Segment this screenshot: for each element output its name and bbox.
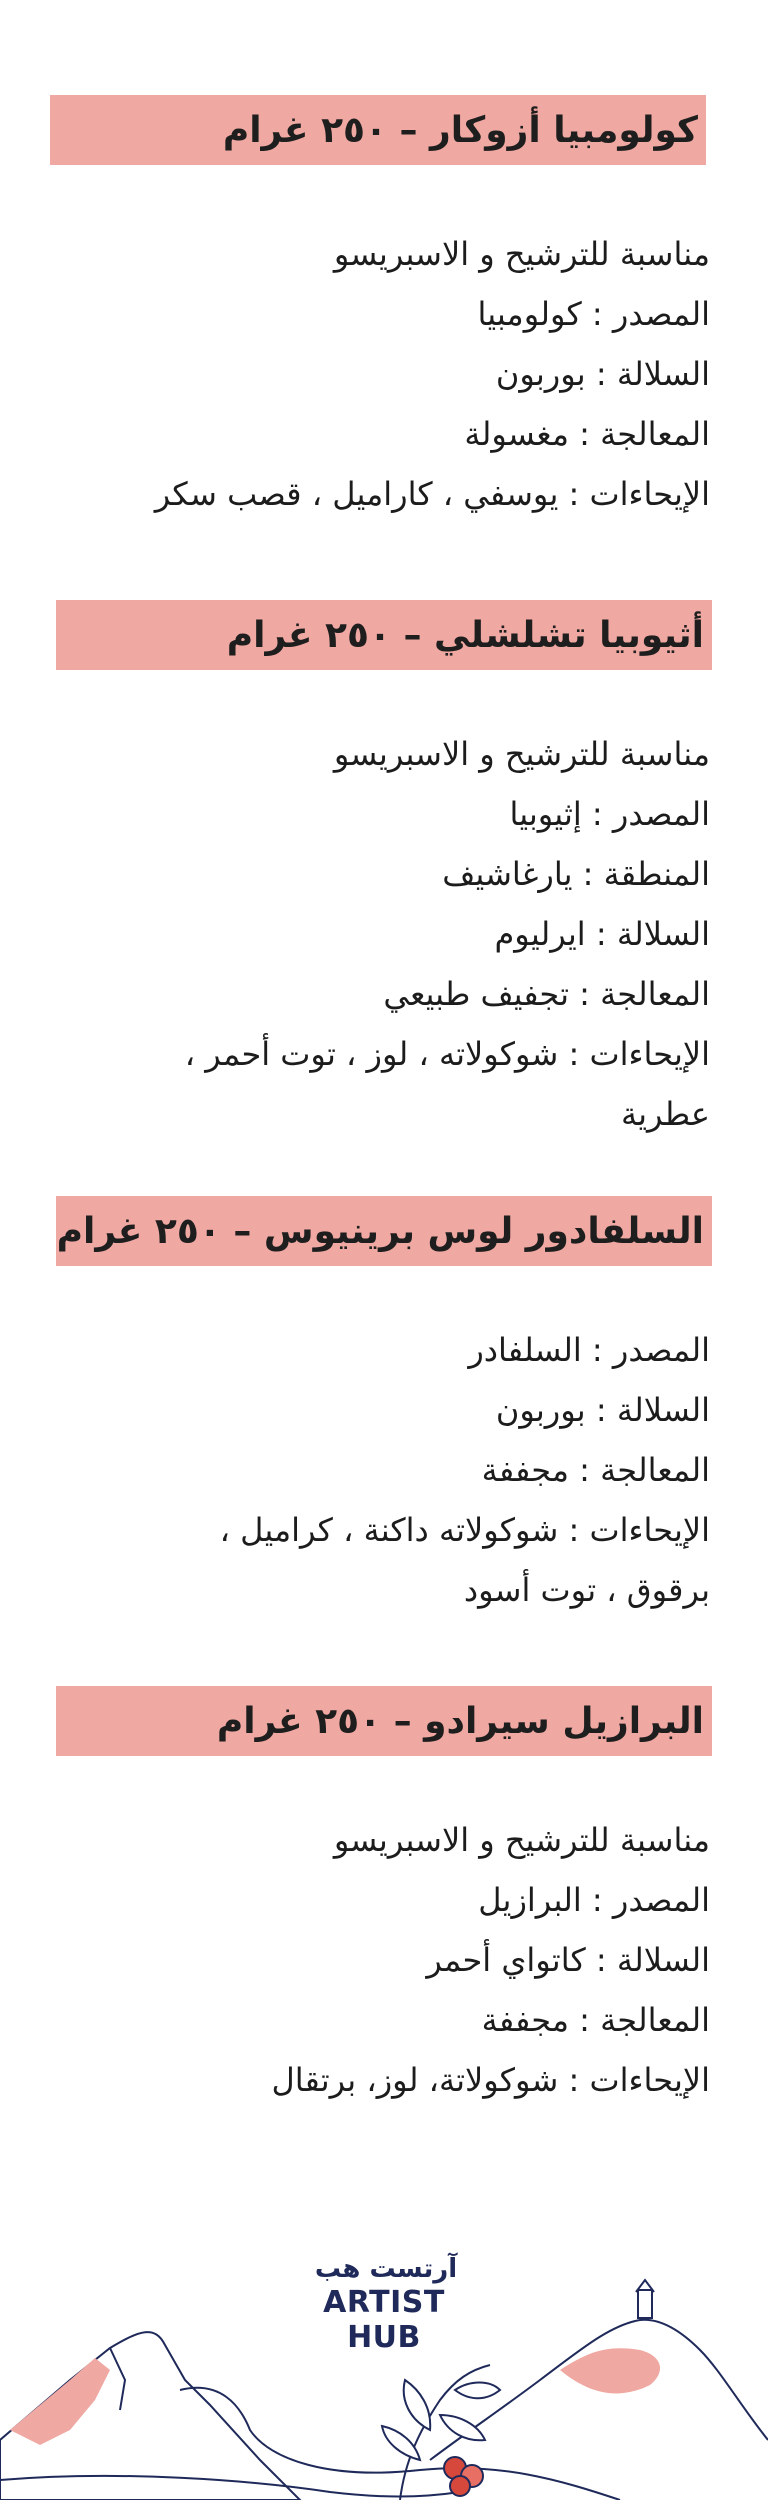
coffee-cherry-icon xyxy=(450,2476,470,2496)
detail-line: مناسبة للترشيح و الاسبريسو xyxy=(333,735,710,773)
detail-line: المصدر : السلفادر xyxy=(468,1331,710,1369)
detail-line: مناسبة للترشيح و الاسبريسو xyxy=(333,1821,710,1859)
detail-line: مناسبة للترشيح و الاسبريسو xyxy=(333,235,710,273)
detail-line: الإيحاءات : شوكولاته داكنة ، كراميل ، xyxy=(219,1511,710,1549)
product-details xyxy=(155,224,710,524)
detail-line: السلالة : بوربون xyxy=(495,355,710,393)
product-title-bar xyxy=(56,1686,712,1756)
detail-line: الإيحاءات : شوكولاتة، لوز، برتقال xyxy=(271,2061,710,2099)
detail-line: الإيحاءات : يوسفي ، كاراميل ، قصب سكر xyxy=(154,475,710,513)
detail-line: المعالجة : مجففة xyxy=(481,1451,710,1489)
product-title: السلفادور لوس برينيوس – ٢٥٠ غرام xyxy=(56,1210,704,1252)
detail-line: المصدر : البرازيل xyxy=(478,1881,710,1919)
detail-line: السلالة : بوربون xyxy=(495,1391,710,1429)
detail-line: المنطقة : يارغاشيف xyxy=(442,855,710,893)
detail-line: المصدر : كولومبيا xyxy=(477,295,710,333)
logo-english: ARTIST HUB xyxy=(323,2285,445,2355)
product-title-bar xyxy=(50,95,706,165)
detail-line: المعالجة : تجفيف طبيعي xyxy=(383,975,710,1013)
detail-line: السلالة : ايرليوم xyxy=(494,915,710,953)
detail-line: المعالجة : مجففة xyxy=(481,2001,710,2039)
detail-line: المصدر : إثيوبيا xyxy=(509,795,710,833)
house-icon xyxy=(638,2290,652,2318)
product-details xyxy=(272,1810,710,2110)
product-details xyxy=(220,1320,710,1620)
detail-line: الإيحاءات : شوكولاته ، لوز ، توت أحمر ، xyxy=(184,1035,710,1073)
product-title: أثيوبيا تشلشلي – ٢٥٠ غرام xyxy=(226,614,704,656)
product-details xyxy=(185,724,710,1144)
product-title-bar xyxy=(56,1196,712,1266)
logo-arabic: آرتست هب xyxy=(314,2254,458,2284)
detail-line: برقوق ، توت أسود xyxy=(463,1571,710,1609)
detail-line: السلالة : كاتواي أحمر xyxy=(426,1941,710,1979)
product-title-bar xyxy=(56,600,712,670)
detail-line: المعالجة : مغسولة xyxy=(464,415,710,453)
product-title: كولومبيا أزوكار – ٢٥٠ غرام xyxy=(222,109,698,151)
detail-line: عطرية xyxy=(620,1095,710,1133)
product-title: البرازيل سيرادو – ٢٥٠ غرام xyxy=(216,1700,704,1742)
